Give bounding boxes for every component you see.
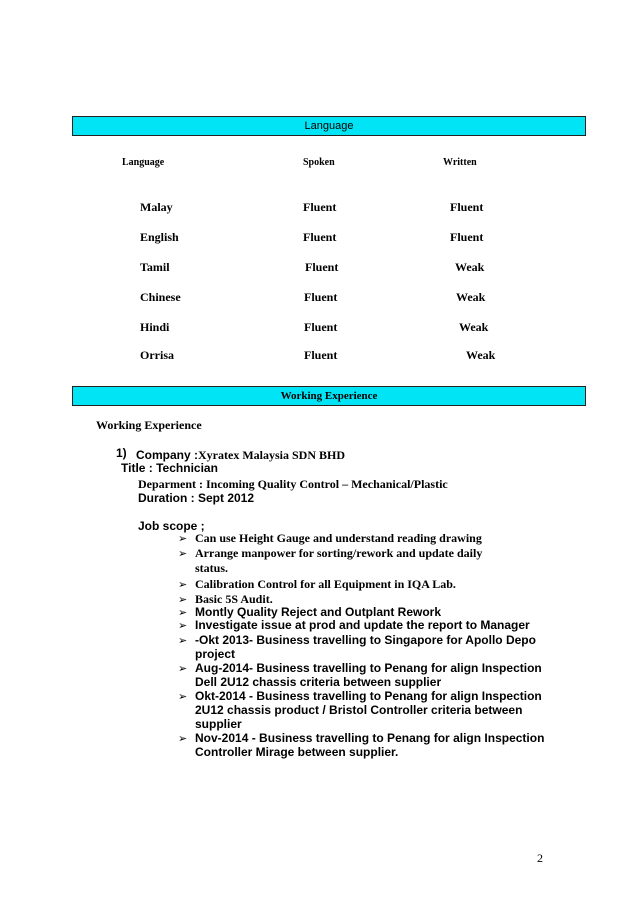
list-item-text: Okt-2014 - Business travelling to Penang for align Inspection	[195, 689, 542, 703]
list-item-text: -Okt 2013- Business travelling to Singapore for Apollo Depo	[195, 633, 536, 647]
arrow-bullet-icon: ➢	[178, 579, 188, 591]
spoken-cell: Fluent	[303, 200, 337, 214]
list-item-text: Aug-2014- Business travelling to Penang for align Inspection	[195, 661, 542, 675]
job-scope-label: Job scope ;	[138, 519, 205, 533]
list-item-text: Calibration Control for all Equipment in IQA Lab.	[195, 577, 456, 591]
list-item-text: 2U12 chassis product / Bristol Controller criteria between	[195, 703, 523, 717]
arrow-bullet-icon: ➢	[178, 733, 188, 745]
page-number: 2	[537, 851, 543, 865]
list-item-text: Dell 2U12 chassis criteria between supplier	[195, 675, 442, 689]
arrow-bullet-icon: ➢	[178, 533, 188, 545]
arrow-bullet-icon: ➢	[178, 663, 188, 675]
job-title: Title : Technician	[121, 461, 218, 475]
list-item-text: Can use Height Gauge and understand reading drawing	[195, 531, 482, 545]
arrow-bullet-icon: ➢	[178, 548, 188, 560]
job-department: Deparment : Incoming Quality Control – Mechanical/Plastic	[138, 477, 448, 491]
language-cell: Tamil	[140, 260, 170, 274]
arrow-bullet-icon: ➢	[178, 635, 188, 647]
written-cell: Fluent	[450, 200, 484, 214]
arrow-bullet-icon: ➢	[178, 691, 188, 703]
written-cell: Weak	[455, 260, 485, 274]
spoken-cell: Fluent	[303, 230, 337, 244]
list-item-text: Investigate issue at prod and update the report to Manager	[195, 618, 530, 632]
job-number: 1)	[116, 446, 127, 460]
language-cell: Orrisa	[140, 348, 174, 362]
arrow-bullet-icon: ➢	[178, 620, 188, 632]
company-label: Company :	[136, 448, 199, 462]
spoken-cell: Fluent	[304, 320, 338, 334]
list-item-text: project	[195, 647, 236, 661]
spoken-cell: Fluent	[305, 260, 339, 274]
working-experience-band	[72, 386, 586, 406]
language-cell: Chinese	[140, 290, 181, 304]
language-cell: English	[140, 230, 179, 244]
list-item-text: Controller Mirage between supplier.	[195, 745, 399, 759]
company-name: Xyratex Malaysia SDN BHD	[198, 448, 346, 462]
list-item-text: Montly Quality Reject and Outplant Rework	[195, 605, 442, 619]
list-item-text: Nov-2014 - Business travelling to Penang for align Inspection	[195, 731, 545, 745]
spoken-cell: Fluent	[304, 290, 338, 304]
language-section-band	[72, 116, 586, 136]
language-column-header: Language	[122, 157, 165, 168]
list-item-text: supplier	[195, 717, 242, 731]
working-experience-heading: Working Experience	[96, 418, 202, 432]
language-cell: Hindi	[140, 320, 170, 334]
arrow-bullet-icon: ➢	[178, 607, 188, 619]
job-duration: Duration : Sept 2012	[138, 491, 255, 505]
written-cell: Weak	[456, 290, 486, 304]
list-item-text: Basic 5S Audit.	[195, 592, 273, 606]
spoken-column-header: Spoken	[303, 157, 335, 168]
written-cell: Weak	[459, 320, 489, 334]
written-cell: Fluent	[450, 230, 484, 244]
written-column-header: Written	[443, 157, 477, 168]
spoken-cell: Fluent	[304, 348, 338, 362]
written-cell: Weak	[466, 348, 496, 362]
language-band-title: Language	[304, 120, 354, 132]
list-item-text: Arrange manpower for sorting/rework and update daily	[195, 546, 483, 560]
working-experience-band-title: Working Experience	[280, 390, 378, 402]
arrow-bullet-icon: ➢	[178, 594, 188, 606]
list-item-text: status.	[195, 561, 229, 575]
language-cell: Malay	[140, 200, 173, 214]
